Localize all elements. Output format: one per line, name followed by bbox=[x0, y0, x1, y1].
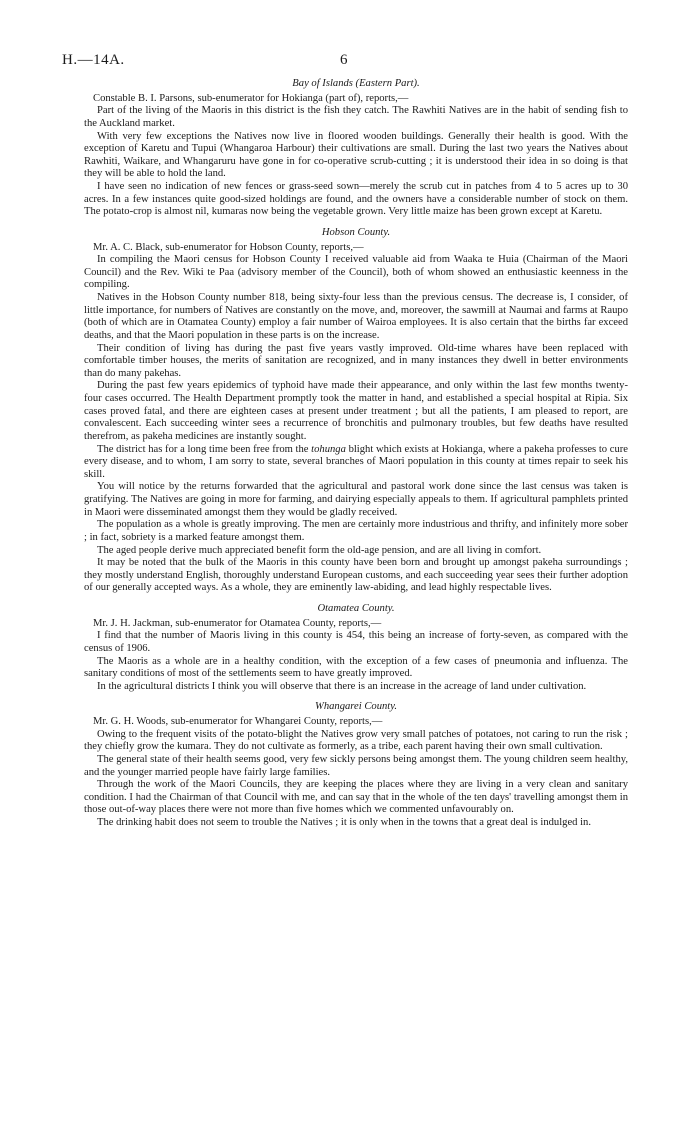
section-title-hobson-county: Hobson County. bbox=[321, 226, 391, 238]
report-body bbox=[84, 78, 628, 830]
paragraph: The drinking habit does not seem to trouble the Natives ; it is only when in the towns that a great deal is indulged in. bbox=[97, 817, 591, 828]
document-reference: H.—14A. bbox=[62, 52, 125, 68]
paragraph: Natives in the Hobson County number 818, being sixty-four less than the previous census. The decrease is, I consider, of little importance, for numbers of Natives are constantly on the move, and, moreover, the sawmill at Naumai and farms at Raupo (both of which are in Otamatea County) employ a fair number of Wairoa employees. It is also certain that the births far exceed deaths, and that the Maori population in these parts is on the increase. bbox=[84, 292, 628, 341]
paragraph: The aged people derive much appreciated benefit form the old-age pension, and are all living in comfort. bbox=[97, 544, 542, 556]
paragraph-text: blight which exists at Hokianga, where a pakeha professes to cure every disease, and to whom, I am sorry to state, several branches of Maori population in this county at times repair to seek his skill. bbox=[84, 443, 629, 480]
paragraph: It may be noted that the bulk of the Maoris in this county have been born and brought up amongst pakeha surroundings ; they mostly understand English, thoroughly understand European customs, and each succeeding year sees their further adoption of our generally accepted ways. As a whole, they are eminently law-abiding, and lead highly respectable lives. bbox=[84, 557, 628, 594]
paragraph: In the agricultural districts I think you will observe that there is an increase in the acreage of land under cultivation. bbox=[97, 680, 587, 692]
paragraph-tohunga bbox=[84, 444, 628, 482]
paragraph: With very few exceptions the Natives now live in floored wooden buildings. Generally their health is good. With the exception of Karetu and Tupui (Whangaroa Harbour) their cultivations are small. During the last two years the Natives about Rawhiti, Waikare, and Whangaruru have gone in for co-operative scrub-cutting ; it is understood their idea in so doing is that they will be able to hold the land. bbox=[84, 130, 628, 180]
section-intro: Constable B. I. Parsons, sub-enumerator for Hokianga (part of), reports,— bbox=[93, 92, 409, 104]
section-title-bay-of-islands: Bay of Islands (Eastern Part). bbox=[292, 78, 420, 89]
section-intro: Mr. A. C. Black, sub-enumerator for Hobson County, reports,— bbox=[93, 241, 364, 253]
section-intro: Mr. G. H. Woods, sub-enumerator for Whangarei County, reports,— bbox=[93, 716, 383, 727]
paragraph: Part of the living of the Maoris in this district is the fish they catch. The Rawhiti Natives are in the habit of sending fish to the Auckland market. bbox=[84, 105, 628, 129]
page-number: 6 bbox=[340, 52, 348, 68]
paragraph: The general state of their health seems good, very few sickly persons being amongst them. The young children seem healthy, and the younger married people have fairly large families. bbox=[84, 753, 628, 778]
paragraph: During the past few years epidemics of typhoid have made their appearance, and only within the last few months twenty-four cases occurred. The Health Department promptly took the matter in hand, and established a special hospital at Ripia. Six cases proved fatal, and there are eighteen cases at present under treatment ; but all the patients, I am pleased to report, are convalescent. Each succeeding winter sees a recurrence of bronchitis and pulmonary troubles, but few deaths have resulted therefrom, as pakeha medicines are instantly sought. bbox=[84, 380, 628, 442]
paragraph: In compiling the Maori census for Hobson County I received valuable aid from Waaka te Huia (Chairman of the Maori Council) and the Rev. Wiki te Paa (advisory member of the Council), both of whom showed an enthusiastic keenness in the compiling. bbox=[84, 254, 628, 291]
paragraph: Through the work of the Maori Councils, they are keeping the places where they are living in a very clean and sanitary condition. I had the Chairman of that Council with me, and can say that in the whole of the ten days' travelling amongst them in those out-of-way places there were not more than five homes which we commented unfavourably on. bbox=[84, 779, 628, 816]
paragraph: I have seen no indication of new fences or grass-seed sown—merely the scrub cut in patches from 4 to 5 acres up to 30 acres. In a few instances quite good-sized holdings are found, and the owners have a considerable number of stock on them. The potato-crop is almost nil, kumaras now being the vegetable grown. Very little maize has been grown except at Karetu. bbox=[84, 181, 628, 218]
paragraph: Their condition of living has during the past five years vastly improved. Old-time whares have been replaced with comfortable timber houses, the merits of sanitation are recognized, and in many instances they dwell in better environments than do many pakehas. bbox=[84, 342, 628, 379]
section-title-otamatea-county: Otamatea County. bbox=[317, 603, 395, 614]
italic-term: tohunga bbox=[311, 443, 346, 455]
paragraph: Owing to the frequent visits of the potato-blight the Natives grow very small patches of potatoes, not caring to run the risk ; they chiefly grow the kumara. They do not cultivate as formerly, as a tribe, each parent having their own small cultivation. bbox=[84, 728, 628, 753]
section-title-whangarei-county: Whangarei County. bbox=[315, 701, 397, 713]
paragraph-text: The district has for a long time been free from the bbox=[97, 443, 312, 455]
paragraph: I find that the number of Maoris living in this county is 454, this being an increase of forty-seven, as compared with the census of 1906. bbox=[84, 630, 628, 654]
paragraph: The population as a whole is greatly improving. The men are certainly more industrious and thrifty, and infinitely more sober ; in fact, sobriety is a marked feature amongst them. bbox=[84, 519, 628, 543]
section-intro: Mr. J. H. Jackman, sub-enumerator for Otamatea County, reports,— bbox=[93, 617, 382, 629]
paragraph: You will notice by the returns forwarded that the agricultural and pastoral work done since the last census was taken is gratifying. The Natives are going in more for farming, and dairying especially appeals to them. If agricultural pamphlets printed in Maori were disseminated amongst them they would be gladly received. bbox=[84, 481, 628, 518]
paragraph: The Maoris as a whole are in a healthy condition, with the exception of a few cases of pneumonia and influenza. The sanitary conditions of most of the settlements seem to have greatly improved. bbox=[84, 655, 628, 680]
